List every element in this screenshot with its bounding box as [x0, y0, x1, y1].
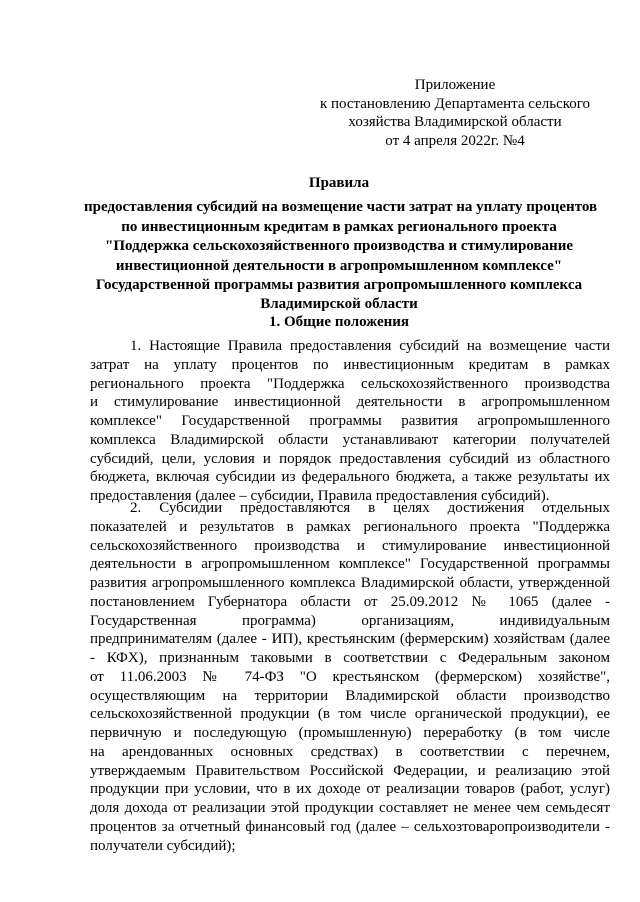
paragraph-line: постановлением Губернатора области от 25.09.2012 № 1065 (далее - — [90, 593, 610, 610]
paragraph-line: получатели субсидий); — [90, 837, 236, 854]
paragraph-line: комплексе" Государственной программы развития агропромышленного — [90, 413, 610, 429]
paragraph-line: показателей и результатов в рамках регионального проекта "Поддержка — [90, 518, 610, 535]
paragraph-line: сельскохозяйственного производства и стимулирование инвестиционной — [90, 537, 610, 554]
paragraph-line: Государственная программа) организациям, индивидуальным — [90, 612, 610, 629]
paragraph-2 — [90, 499, 610, 855]
appendix-line: Приложение — [414, 77, 496, 93]
paragraph-line: и стимулирование инвестиционной деятельности в агропромышленном — [90, 394, 610, 411]
paragraph-line: регионального проекта "Поддержка сельскохозяйственного производства — [90, 375, 610, 392]
paragraph-line: на арендованных основных средствах) в соответствии с перечнем, — [90, 743, 610, 760]
title-line: инвестиционной деятельности в агропромышленном комплексе" — [115, 257, 563, 274]
section-heading: 1. Общие положения — [268, 314, 410, 330]
paragraph-line: первичную и последующую (промышленную) переработку (в том числе — [90, 725, 610, 741]
paragraph-line: сельскохозяйственной продукции (в том числе органической продукции), ее — [90, 706, 610, 723]
paragraph-line: субсидий, цели, условия и порядок предоставления субсидий из областного — [90, 450, 610, 467]
paragraph-line: развития агропромышленного комплекса Владимирской области, утвержденной — [90, 575, 610, 591]
document-title — [84, 174, 598, 315]
paragraph-line: 1. Настоящие Правила предоставления субсидий на возмещение части — [130, 338, 610, 354]
title-line: Владимирской области — [260, 296, 418, 313]
paragraph-line: осуществляющим на территории Владимирской области производство — [90, 687, 610, 704]
paragraph-line: доля дохода от реализации этой продукции составляет не менее чем семьдесят — [90, 800, 610, 816]
appendix-line: к постановлению Департамента сельского — [319, 95, 591, 112]
title-line: "Поддержка сельскохозяйственного производства и стимулирование — [105, 238, 573, 255]
appendix-block — [300, 76, 610, 150]
paragraph-line: от 11.06.2003 № 74-ФЗ "О крестьянском (фермерском) хозяйстве", — [90, 668, 610, 685]
paragraph-line: процентов за отчетный финансовый год (далее – сельхозтоваропроизводители - — [90, 818, 610, 835]
title-line: предоставления субсидий на возмещение части затрат на уплату процентов — [84, 199, 598, 216]
paragraph-1 — [90, 337, 610, 506]
title-heading: Правила — [308, 175, 370, 191]
paragraph-line: утверждаемым Правительством Российской Федерации, и реализацию этой — [90, 762, 610, 779]
paragraph-line: - КФХ), признанным таковыми в соответствии с Федеральным законом — [90, 650, 610, 666]
paragraph-line: комплекса Владимирской области устанавливают категории получателей — [90, 431, 610, 448]
paragraph-line: бюджета, включая субсидии из федерального бюджета, а также результаты их — [90, 469, 610, 486]
paragraph-line: предпринимателям (далее - ИП), крестьянским (фермерским) хозяйствам (далее — [90, 631, 610, 648]
paragraph-line: деятельности в агропромышленном комплексе" Государственной программы — [90, 556, 610, 573]
title-line: Государственной программы развития агропромышленного комплекса — [95, 277, 583, 294]
paragraph-line: предоставления (далее – субсидии, Правила предоставления субсидий). — [90, 488, 550, 504]
appendix-line: от 4 апреля 2022г. №4 — [385, 132, 525, 149]
title-line: по инвестиционным кредитам в рамках регионального проекта — [121, 218, 557, 235]
appendix-line: хозяйства Владимирской области — [348, 114, 562, 131]
paragraph-line: продукции при условии, что в их доходе от реализации товаров (работ, услуг) — [90, 781, 610, 798]
paragraph-line: 2. Субсидии предоставляются в целях достижения отдельных — [130, 500, 610, 516]
paragraph-line: затрат на уплату процентов по инвестиционным кредитам в рамках — [90, 356, 610, 373]
